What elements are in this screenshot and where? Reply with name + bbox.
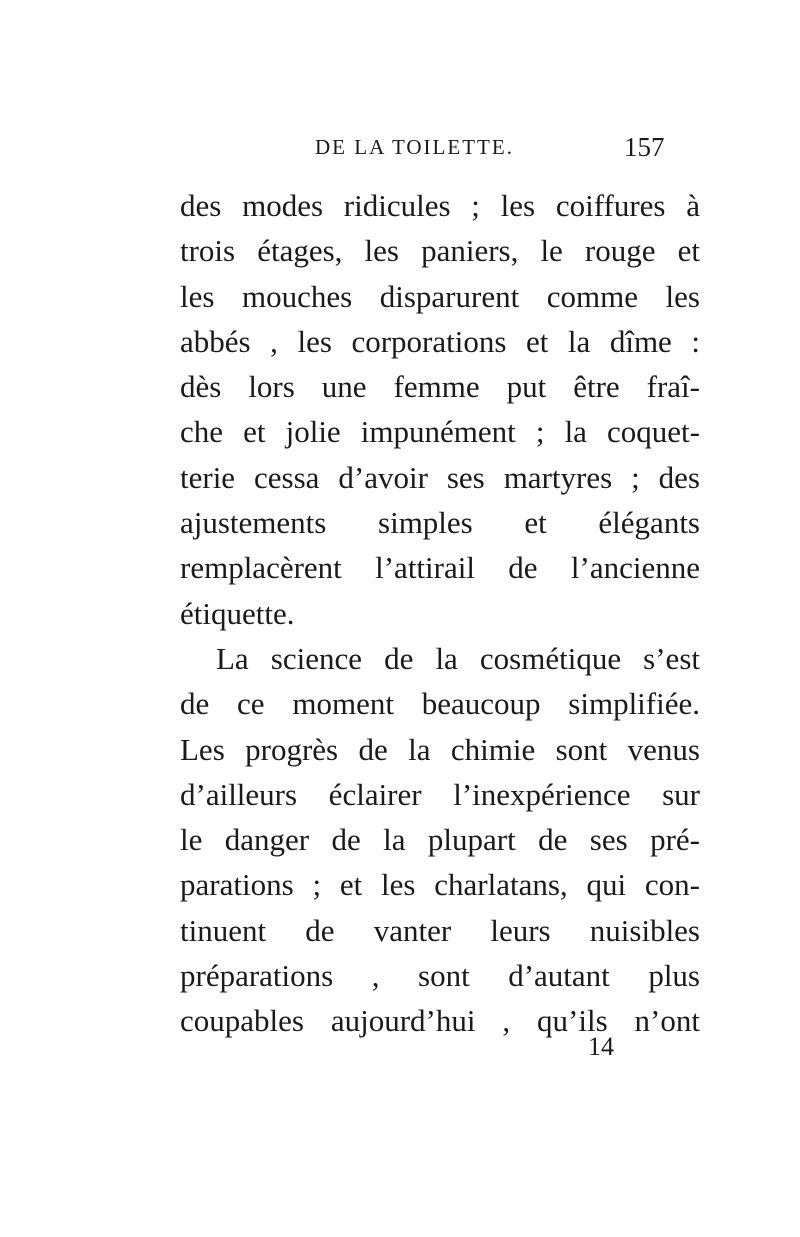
text-line: abbés , les corporations et la dîme : [180, 323, 700, 359]
text-line: trois étages, les paniers, le rouge et [180, 233, 700, 269]
signature-mark: 14 [588, 1032, 614, 1061]
text-line: che et jolie impunément ; la coquet- [180, 414, 700, 450]
text-line: préparations , sont d’autant plus [180, 958, 700, 994]
text-line: remplacèrent l’attirail de l’ancienne [180, 550, 700, 586]
text-line: dès lors une femme put être fraî- [180, 369, 700, 405]
text-line: d’ailleurs éclairer l’inexpérience sur [180, 776, 700, 812]
text-line: Les progrès de la chimie sont venus [180, 731, 700, 767]
text-line: des modes ridicules ; les coiffures à [180, 188, 700, 223]
text-line: coupables aujourd’hui , qu’ils n’ont [180, 1003, 700, 1039]
text-line: les mouches disparurent comme les [180, 278, 700, 314]
page-number: 157 [624, 132, 665, 162]
text-line: le danger de la plupart de ses pré- [180, 822, 700, 858]
text-line: tinuent de vanter leurs nuisibles [180, 912, 700, 948]
paragraph-first-line: La science de la cosmétique s’est [216, 640, 700, 676]
text-line: de ce moment beaucoup simplifiée. [180, 686, 700, 722]
body-text [180, 183, 700, 1044]
text-line: ajustements simples et élégants [180, 505, 700, 541]
text-line: étiquette. [180, 595, 295, 631]
text-line: parations ; et les charlatans, qui con- [180, 867, 700, 903]
running-title: DE LA TOILETTE. [315, 135, 514, 159]
text-line: terie cessa d’avoir ses martyres ; des [180, 459, 700, 495]
